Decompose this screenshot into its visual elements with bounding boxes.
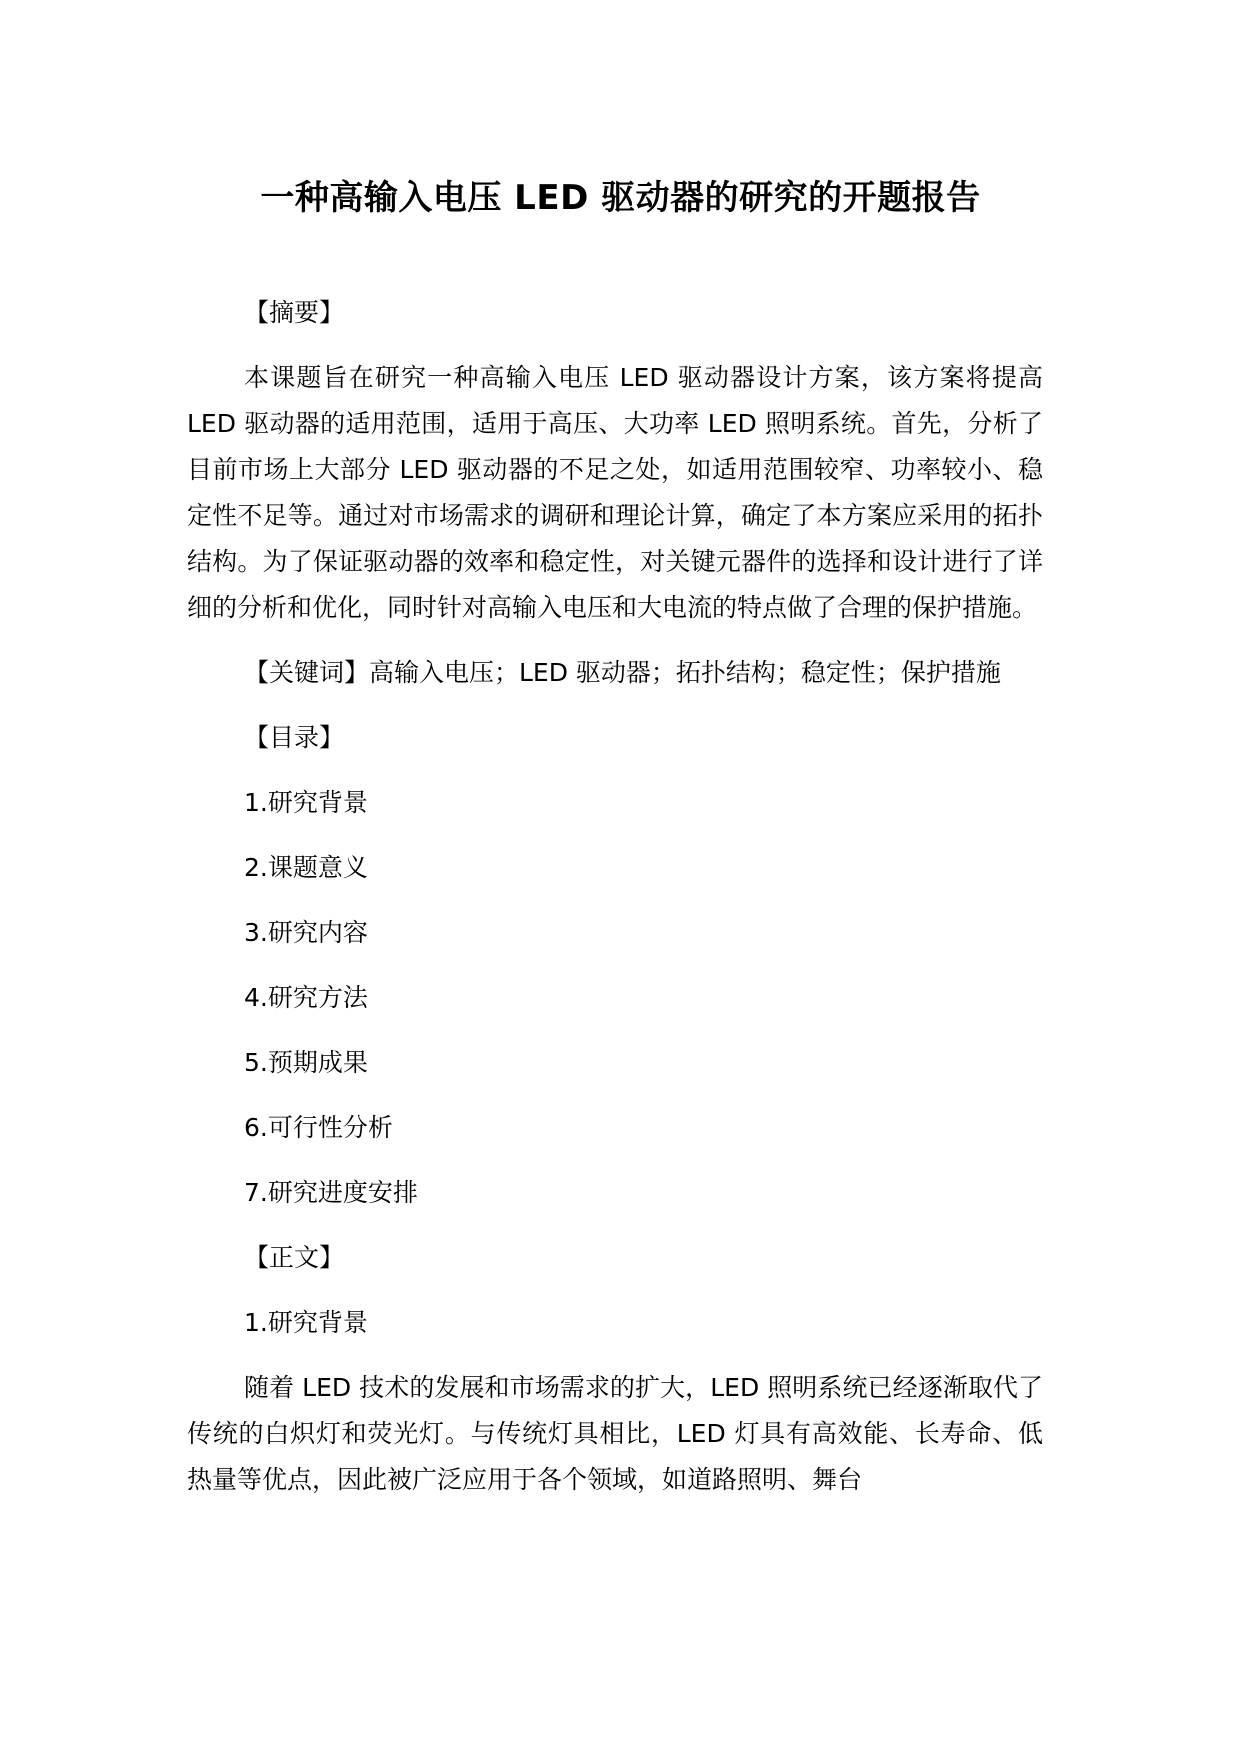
keywords-paragraph: 【关键词】高输入电压；LED 驱动器；拓扑结构；稳定性；保护措施 [244,658,1001,687]
toc-item: 4.研究方法 [244,983,368,1012]
toc-item: 2.课题意义 [244,853,368,882]
section-heading: 1.研究背景 [244,1308,368,1337]
section-paragraph: 随着 LED 技术的发展和市场需求的扩大，LED 照明系统已经逐渐取代了传统的白炽灯和荧光灯。与传统灯具相比，LED 灯具有高效能、长寿命、低热量等优点，因此被广泛应用于各个领域，如道路照明、舞台 [187,1373,1043,1494]
document-title: 一种高输入电压 LED 驱动器的研究的开题报告 [260,178,981,218]
document-body [187,290,1043,1522]
abstract-heading: 【摘要】 [244,298,345,327]
abstract-paragraph: 本课题旨在研究一种高输入电压 LED 驱动器设计方案，该方案将提高 LED 驱动器的适用范围，适用于高压、大功率 LED 照明系统。首先，分析了目前市场上大部分 LED 驱动器的不足之处，如适用范围较窄、功率较小、稳定性不足等。通过对市场需求的调研和理论计算，确定了本方案应采用的拓扑结构。为了保证驱动器的效率和稳定性，对关键元器件的选择和设计进行了详细的分析和优化，同时针对高输入电压和大电流的特点做了合理的保护措施。 [187,363,1043,622]
toc-item: 5.预期成果 [244,1048,368,1077]
toc-heading: 【目录】 [244,723,345,752]
toc-item: 1.研究背景 [244,788,368,817]
toc-item: 7.研究进度安排 [244,1178,418,1207]
toc-item: 6.可行性分析 [244,1113,393,1142]
toc-item: 3.研究内容 [244,918,368,947]
main-text-heading: 【正文】 [244,1243,345,1272]
